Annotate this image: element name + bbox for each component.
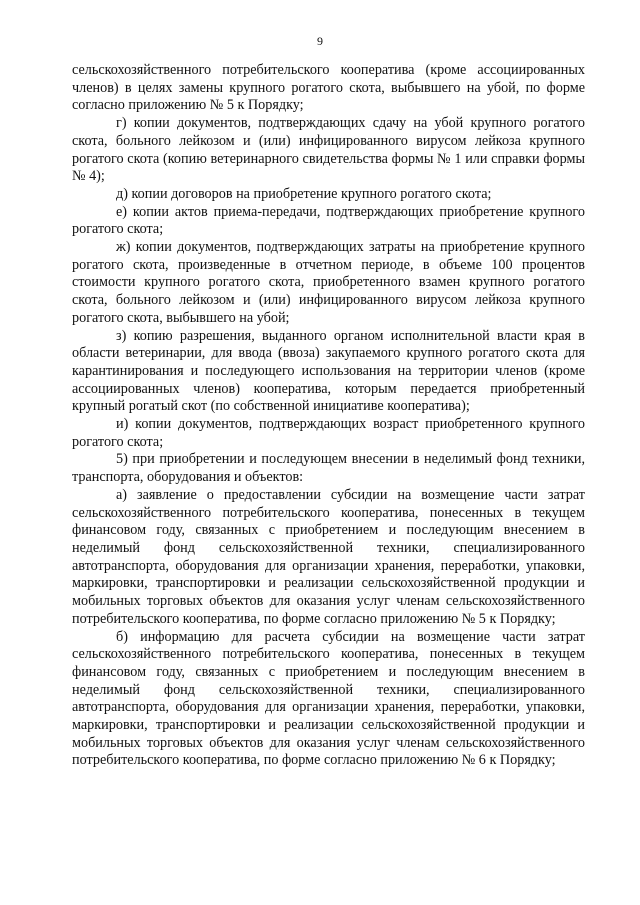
paragraph-item-5: 5) при приобретении и последующем внесении в неделимый фонд техники, транспорта, оборудования и объектов:: [72, 451, 585, 486]
paragraph-item-d: д) копии договоров на приобретение крупного рогатого скота;: [116, 185, 492, 202]
paragraph-item-a: а) заявление о предоставлении субсидии на возмещение части затрат сельскохозяйственного потребительского кооператива, понесенных в текущем финансовом году, связанных с приобретением и последующим внесением в неделимый фонд сельскохозяйственной техники, специализированного автотранспорта, оборудования для организации хранения, переработки, упаковки, маркировки, транспортировки и реализации сельскохозяйственной продукции и мобильных торговых объектов для оказания услуг членам сельскохозяйственного потребительского кооператива, по форме согласно приложению № 5 к Порядку;: [72, 486, 585, 627]
paragraph-item-e: е) копии актов приема-передачи, подтверждающих приобретение крупного рогатого скота;: [72, 203, 585, 238]
paragraph-item-g: г) копии документов, подтверждающих сдачу на убой крупного рогатого скота, больного лейкозом и (или) инфицированного вирусом лейкоза крупного рогатого скота (копию ветеринарного свидетельства формы № 1 или справки формы № 4);: [72, 115, 585, 185]
paragraph-continuation: сельскохозяйственного потребительского кооператива (кроме ассоциированных членов) в целях замены крупного рогатого скота, выбывшего на убой, по форме согласно приложению № 5 к Порядку;: [72, 62, 585, 114]
paragraph-item-i: и) копии документов, подтверждающих возраст приобретенного крупного рогатого скота;: [72, 416, 585, 450]
paragraph-item-z: з) копию разрешения, выданного органом исполнительной власти края в области ветеринарии, для ввода (ввоза) закупаемого крупного рогатого скота для карантинирования и последующего использования на территории членов (кроме ассоциированных членов) кооператива, которым передается приобретенный крупный рогатый скот (по собственной инициативе кооператива);: [72, 327, 585, 415]
paragraph-item-b: б) информацию для расчета субсидии на возмещение части затрат сельскохозяйственного потребительского кооператива, понесенных в текущем финансовом году, связанных с приобретением и последующим внесением в неделимый фонд сельскохозяйственной техники, специализированного автотранспорта, оборудования для организации хранения, переработки, упаковки, маркировки, транспортировки и реализации сельскохозяйственной продукции и мобильных торговых объектов для оказания услуг членам сельскохозяйственного потребительского кооператива, по форме согласно приложению № 6 к Порядку;: [72, 628, 585, 769]
page-number: 9: [317, 34, 323, 48]
document-body: [72, 62, 585, 770]
paragraph-item-zh: ж) копии документов, подтверждающих затраты на приобретение крупного рогатого скота, произведенные в отчетном периоде, в объеме 100 процентов стоимости крупного рогатого скота, приобретенного взамен крупного рогатого скота, больного лейкозом и (или) инфицированного вирусом лейкоза крупного рогатого скота, выбывшего на убой;: [72, 239, 585, 326]
